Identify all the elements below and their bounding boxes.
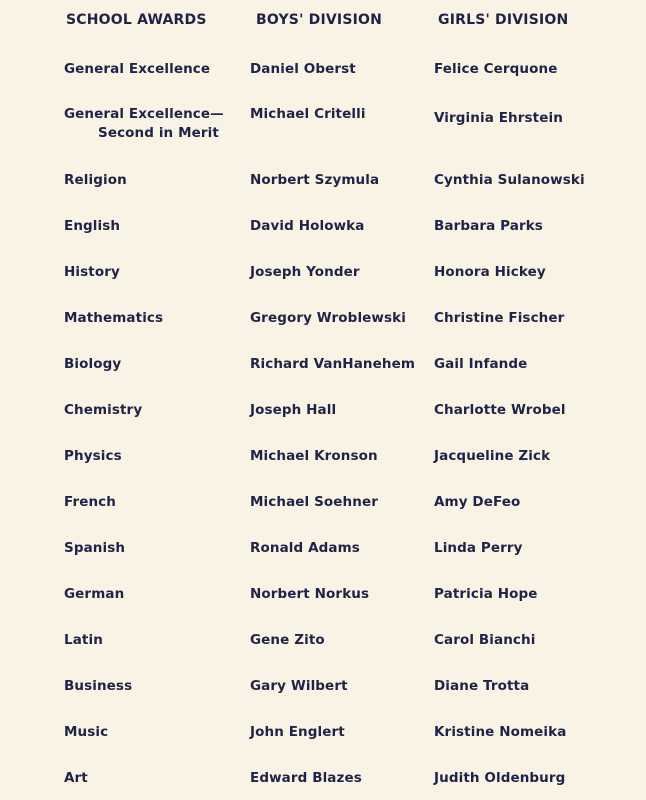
boy-winner: Michael Soehner [250,494,378,510]
boy-winner: Richard VanHanehem [250,356,416,372]
award-subject: English [64,218,121,234]
award-row [0,448,646,472]
award-subject: Biology [64,356,122,372]
header-girls-division: GIRLS' DIVISION [438,12,569,28]
award-row [0,106,646,146]
girl-winner: Jacqueline Zick [434,448,551,464]
boy-winner: Edward Blazes [250,770,362,786]
girl-winner: Amy DeFeo [434,494,521,510]
award-row [0,632,646,656]
girl-winner: Barbara Parks [434,218,543,234]
award-subject [64,106,224,141]
girl-winner: Honora Hickey [434,264,546,280]
girl-winner: Patricia Hope [434,586,538,602]
boy-winner: David Holowka [250,218,365,234]
award-row [0,310,646,334]
boy-winner: Gregory Wroblewski [250,310,406,326]
award-subject: French [64,494,116,510]
award-subject: Chemistry [64,402,143,418]
girl-winner: Diane Trotta [434,678,530,694]
boy-winner: Michael Kronson [250,448,378,464]
girl-winner: Felice Cerquone [434,61,558,77]
award-row [0,678,646,702]
girl-winner: Linda Perry [434,540,523,556]
boy-winner: Gene Zito [250,632,325,648]
girl-winner: Cynthia Sulanowski [434,172,585,188]
award-subject: Spanish [64,540,126,556]
award-row [0,770,646,794]
boy-winner: John Englert [250,724,345,740]
award-row [0,402,646,426]
girl-winner: Virginia Ehrstein [434,110,563,126]
header-boys-division: BOYS' DIVISION [256,12,383,28]
boy-winner: Joseph Hall [250,402,337,418]
award-subject: History [64,264,120,280]
girl-winner: Carol Bianchi [434,632,536,648]
header-school-awards: SCHOOL AWARDS [66,12,207,28]
girl-winner: Gail Infande [434,356,528,372]
boy-winner: Michael Critelli [250,106,366,122]
award-subject: General Excellence [64,61,211,77]
boy-winner: Ronald Adams [250,540,360,556]
award-row [0,172,646,196]
girl-winner: Charlotte Wrobel [434,402,566,418]
girl-winner: Christine Fischer [434,310,565,326]
award-row [0,61,646,85]
award-row [0,264,646,288]
award-row [0,540,646,564]
award-subject: Art [64,770,88,786]
award-subject: Physics [64,448,122,464]
boy-winner: Gary Wilbert [250,678,348,694]
award-subject: German [64,586,125,602]
boy-winner: Norbert Norkus [250,586,370,602]
award-subject-line2: Second in Merit [98,125,219,141]
award-row [0,494,646,518]
award-row [0,356,646,380]
boy-winner: Joseph Yonder [250,264,360,280]
award-subject: Religion [64,172,127,188]
award-row [0,724,646,748]
award-row [0,218,646,242]
girl-winner: Kristine Nomeika [434,724,567,740]
girl-winner: Judith Oldenburg [434,770,566,786]
award-subject: Latin [64,632,103,648]
award-subject: Mathematics [64,310,164,326]
award-subject-line1: General Excellence— [64,106,224,122]
boy-winner: Daniel Oberst [250,61,356,77]
boy-winner: Norbert Szymula [250,172,380,188]
award-subject: Music [64,724,109,740]
award-subject: Business [64,678,133,694]
award-row [0,586,646,610]
